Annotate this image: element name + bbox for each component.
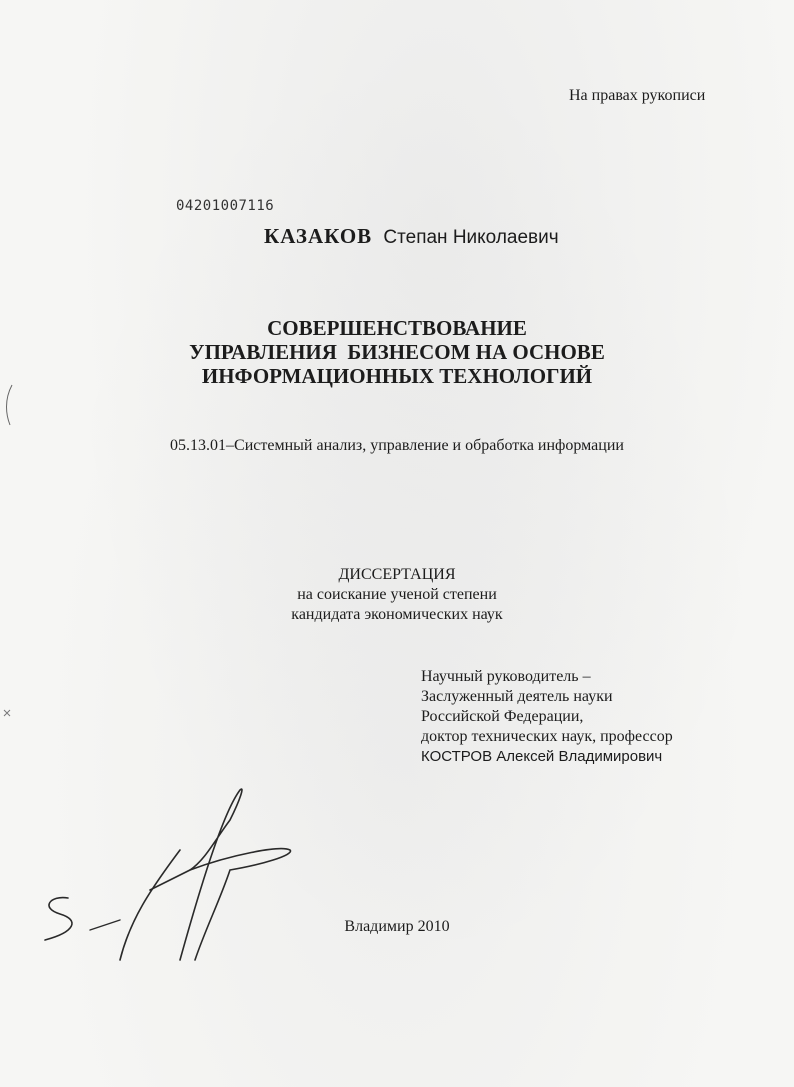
manuscript-rights-note: На правах рукописи bbox=[569, 87, 706, 104]
author-surname: КАЗАКОВ bbox=[264, 224, 373, 248]
title-line: СОВЕРШЕНСТВОВАНИЕ bbox=[267, 316, 527, 340]
advisor-line: Российской Федерации, bbox=[421, 708, 584, 725]
author-name bbox=[264, 224, 559, 249]
scientific-advisor-block bbox=[421, 667, 673, 767]
author-given-names: Степан Николаевич bbox=[383, 227, 559, 248]
degree-line: кандидата экономических наук bbox=[291, 606, 503, 623]
city-year: Владимир 2010 bbox=[344, 918, 450, 935]
advisor-name: КОСТРОВ Алексей Владимирович bbox=[421, 748, 663, 765]
dissertation-degree-block bbox=[0, 565, 794, 625]
advisor-line: Заслуженный деятель науки bbox=[421, 688, 613, 705]
title-line: УПРАВЛЕНИЯ БИЗНЕСОМ НА ОСНОВЕ bbox=[189, 340, 605, 364]
advisor-line: доктор технических наук, профессор bbox=[421, 728, 673, 745]
advisor-line: Научный руководитель – bbox=[421, 668, 591, 685]
degree-line: на соискание ученой степени bbox=[297, 586, 497, 603]
degree-line: ДИССЕРТАЦИЯ bbox=[338, 566, 456, 583]
dissertation-title bbox=[0, 316, 794, 388]
specialty-code: 05.13.01–Системный анализ, управление и обработка информации bbox=[170, 437, 624, 454]
document-code: 04201007116 bbox=[176, 198, 275, 214]
handwritten-signature bbox=[30, 780, 320, 980]
margin-mark bbox=[0, 380, 20, 740]
title-line: ИНФОРМАЦИОННЫХ ТЕХНОЛОГИЙ bbox=[201, 364, 593, 388]
